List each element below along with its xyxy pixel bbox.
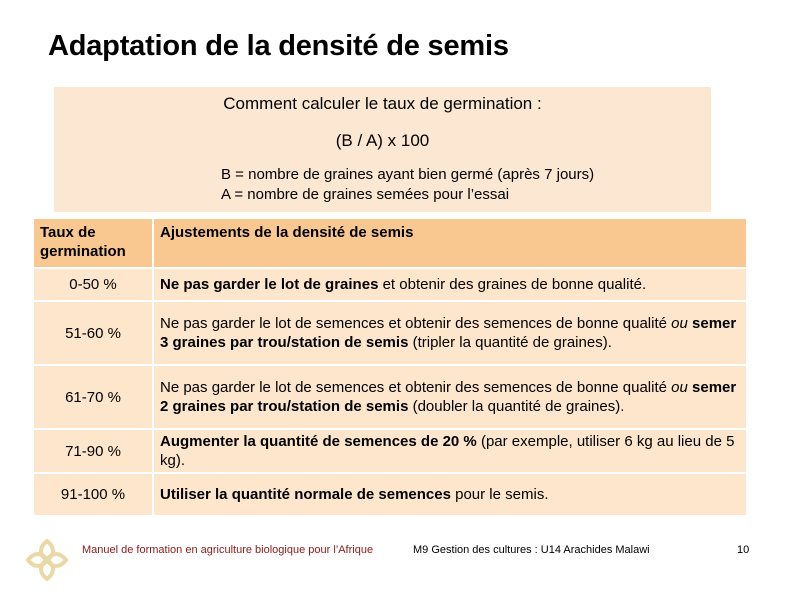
formula-box [54,87,711,212]
header-adjustments: Ajustements de la densité de semis [153,218,747,268]
adjustment-text: (par exemple, utiliser 6 kg au lieu de 5 kg). [160,433,735,469]
table-row [33,301,747,365]
table-row [33,429,747,473]
adjustment-bold: semer 2 graines par trou/station de semis [160,379,737,415]
footer-manual-title: Manuel de formation en agriculture biologique pour l’Afrique [82,544,374,556]
table-row [33,365,747,429]
adjustment-text: Ne pas garder le lot de semences et obtenir des semences de bonne qualité [160,315,672,332]
adjustment-cell [153,301,747,365]
adjustment-bold: Ne pas garder le lot de graines [160,276,379,293]
adjustment-cell [153,365,747,429]
definition-b: B = nombre de graines ayant bien germé (après 7 jours) [221,166,595,183]
rate-cell: 0-50 % [33,268,153,301]
formula-heading: Comment calculer le taux de germination : [223,94,542,113]
adjustment-bold: Augmenter la quantité de semences de 20 % [160,433,477,450]
table-row [33,268,747,301]
density-adjustment-table [32,217,748,517]
adjustment-italic: ou [671,379,688,396]
table-header-row [33,218,747,268]
definition-a: A = nombre de graines semées pour l’essai [221,186,510,203]
rate-cell: 61-70 % [33,365,153,429]
adjustment-cell [153,429,747,473]
adjustment-text-end: (tripler la quantité de graines). [408,334,612,351]
adjustment-cell [153,268,747,301]
footer-module: M9 Gestion des cultures : U14 Arachides Malawi [413,544,650,556]
leaf-knot-logo-icon [24,537,70,583]
adjustment-text-end: (doubler la quantité de graines). [408,398,625,415]
rate-cell: 91-100 % [33,473,153,516]
adjustment-text: pour le semis. [450,486,549,503]
formula-expression: (B / A) x 100 [335,131,430,150]
slide-title: Adaptation de la densité de semis [48,30,509,62]
table-row [33,473,747,516]
adjustment-bold: semer 3 graines par trou/station de semis [160,315,737,351]
adjustment-text: et obtenir des graines de bonne qualité. [378,276,647,293]
adjustment-cell [153,473,747,516]
adjustment-text: Ne pas garder le lot de semences et obtenir des semences de bonne qualité [160,379,672,396]
adjustment-italic: ou [671,315,688,332]
adjustment-bold: Utiliser la quantité normale de semences [160,486,451,503]
header-germination-rate: Taux de germination [33,218,153,268]
rate-cell: 51-60 % [33,301,153,365]
page-number: 10 [737,544,750,556]
rate-cell: 71-90 % [33,429,153,473]
